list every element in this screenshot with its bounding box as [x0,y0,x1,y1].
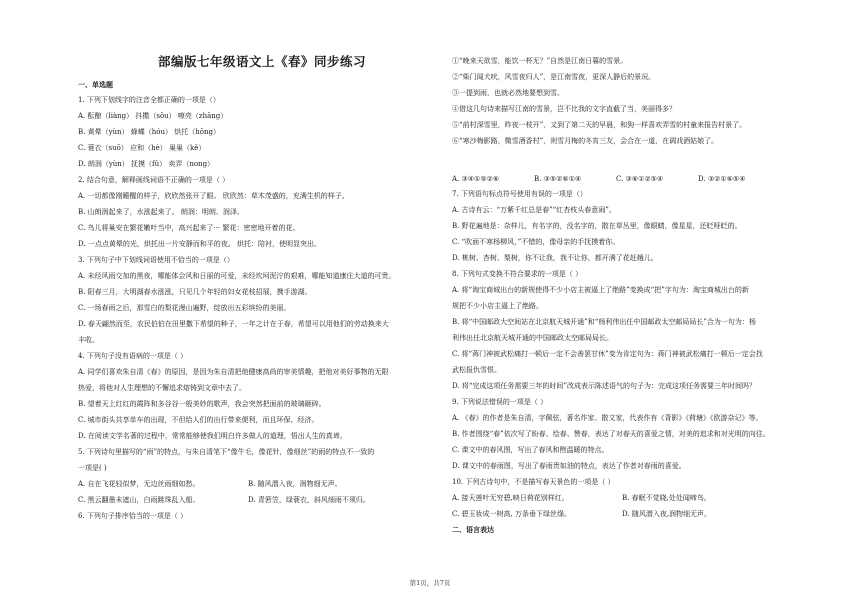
text-line: ⑥“寒沙梅影路，微雪酒香村”，则雪月梅的冬宵三友，会合在一道，在调戏酒姑娘了。 [452,137,719,145]
text-line: B. 阳春三月，大明湖春水涨涨，只见几个年轻的妇女花枝招展，携手游湖。 [78,288,312,296]
option: D. 青箬笠，绿蓑衣，斜风细雨不须归。 [248,496,370,504]
text-line: 10. 下列古诗句中，不是描写春天景色的一项是（ ） [452,478,615,486]
text-line: 利伟出任北京航天城开通的中国邮政太空邮局局长。 [452,334,613,342]
option-row [78,495,428,505]
text-line: A. 同学们喜欢朱自清《春》的原因，是因为朱自清把他健康高尚的审美情趣，把他对美好事物的无限 [78,368,389,376]
text-line: D. 课文中的春雨图，写出了春雨贵如油的特点，表达了作者对春雨的喜爱。 [452,462,686,470]
option-row [452,509,812,519]
option-row [452,174,812,184]
text-line: B. 作者围绕“春”依次写了盼春、绘春、赞春，表达了对春天的喜爱之情，对美的追求和对光明的向往。 [452,430,770,438]
page-footer: 第1页，共7页 [409,579,451,587]
text-line: 9. 下列说法错误的一项是（ ） [452,398,548,406]
text-line: ④借这几句诗来描写江南的雪景，岂不比我的文字直截了当，美丽得多？ [452,105,676,113]
text-line: 武松报仇雪恨。 [452,366,501,374]
option: A. 接天莲叶无穷碧,映日荷花别样红。 [452,494,569,502]
text-line: D. 一点点黄晕的光，烘托出一片安静而和平的夜。 烘托：陪衬，使明显突出。 [78,240,322,248]
text-line: C. “吹面不寒杨柳风，”不错的，像母亲的手抚摸着你。 [452,238,620,246]
text-line: C. 鸟儿将巢安在繁花嫩叶当中，高兴起来了··· 繁花：密密地开着的花。 [78,224,300,232]
text-line: C. 城市街头共享单车的出现，不但给人们的出行带来便利，而且环保、经济。 [78,416,319,424]
text-line: A. 酝酿（liàng） 抖擞（sǒu） 嘹亮（zhāng） [78,112,228,120]
text-line: A. 未经风雨交加的黑夜，哪能体会风和日丽的可爱，未经坎坷泥泞的艰难，哪能知道康庄大道的可贵。 [78,272,396,280]
text-line: 1. 下列下划线字的注音全都正确的一项是（） [78,96,220,104]
text-line: B. 野花遍地是：杂样儿，有名字的，没名字的，散在草丛里，像眼睛，像星星，还眨呀眨的。 [452,222,742,230]
text-line: B. 山朗润起来了，水涨起来了。 朗润：明朗、润泽。 [78,208,244,216]
option: C. ③⑥①②⑤④ [616,175,664,183]
text-line: D. 桃树、杏树、梨树，你不让我，我不让你，都开满了花赶趟儿。 [452,254,658,262]
text-line: B. 将“中国邮政大空间站在北京航天城开通”和“杨利伟出任中国邮政太空邮局局长”合为一句为：杨 [452,318,756,326]
text-line: A. 《春》的作者是朱自清，字佩弦，著名作家、散文家，代表作有《背影》《荷塘》《欧游杂记》等。 [452,414,763,422]
option-row [78,479,428,489]
text-line: 5. 下列诗句里描写的“雨”的特点，与朱自清笔下“像牛毛，像花针，像细丝”的雨的特点不一致的 [78,448,375,456]
option: B. 春眠不觉晓,处处闻啼鸟。 [622,494,711,502]
option: D. ③②①⑥⑤④ [698,175,746,183]
text-line: D. 在阅读文学名著的过程中，常常能够使我们明白许多做人的道理，悟出人生的真谛。 [78,432,347,440]
text-line: 规把不少小店主逼上了绝路。 [452,302,543,310]
text-line: B. 黄晕（yùn） 蜂蝶（hóu） 烘托（hōng） [78,128,220,136]
text-line: ②“柴门闻犬吠，风雪夜归人”，是江南雪夜，更深人静后的景况。 [452,73,656,81]
option: B. 随风潜入夜，润物细无声。 [248,480,342,488]
text-line: ③一提到雨，也就必然地要想到雪。 [452,89,564,97]
option: C. 黑云翻墨未遮山，白雨跳珠乱入船。 [78,496,200,504]
text-line: 热爱，将他对人生理想的不懈追求熔铸到文章中去了。 [78,384,246,392]
text-line: 一项是( ) [78,464,107,472]
option: A. 自在飞花轻似梦，无边丝雨细如愁。 [78,480,200,488]
option: C. 碧玉妆成一树高, 万条垂下绿丝绦。 [452,510,572,518]
text-line: C. 课文中的春风图，写出了春风和煦温暖的特点。 [452,446,609,454]
text-line: 8. 下列句式变换不符合要求的一项是（ ） [452,270,583,278]
text-line: D. 将“完成这项任务需要三年的时间”改成表示陈述语气的句子为：完成这项任务需要三年时间吗？ [452,382,756,390]
option-row [452,493,812,503]
text-line: D. 春天翩然而至，农民伯伯在田里撒下希望的种子，一年之计在于春，希望可以用他们的劳动换来大 [78,320,389,328]
text-line: A. 一切都像刚睡醒的样子，欣欣然张开了眼。 欣欣然：草木茂盛的，充满生机的样子。 [78,192,349,200]
text-line: A. 古诗有云：“万紫千红总是春”“红杏枝头春意闹”。 [452,206,616,214]
text-line: 丰收。 [78,336,99,344]
text-line: 3. 下列句子中下划线词语使用不恰当的一项是（） [78,256,234,264]
section-heading: 一、单选题 [78,80,113,89]
text-line: 7. 下列语句标点符号使用有误的一项是（） [452,190,587,198]
document-title: 部编版七年级语文上《春》同步练习 [158,54,367,69]
option: B. ③⑤②⑥①④ [534,175,582,183]
text-line: C. 蓑衣（suō） 应和（hè） 巢巢（kě） [78,144,206,152]
option: A. ③④①⑤②⑥ [452,175,500,183]
text-line: 2. 结合句意，解释画线词语不正确的一项是（ ） [78,176,230,184]
text-line: C. 将“蒋门神被武松痛打一顿后一定不会善罢甘休”变为肯定句为：蒋门神被武松痛打一顿后一定会找 [452,350,763,358]
text-line: 6. 下列句子排序恰当的一项是（ ） [78,512,188,520]
text-line: ①“晚来天欲雪，能饮一杯无？”自然是江南日暮的雪景。 [452,57,628,65]
text-line: A. 将“淘宝商城出台的新规使得不少小店主被逼上了绝路”变换成“把”字句为：淘宝商城出台的新 [452,286,749,294]
text-line: C. 一场春雨之后，那雪白的梨花漫山遍野，绽放出五彩缤纷的美丽。 [78,304,291,312]
text-line: ⑤“前村深雪里，昨夜一枝开”，又到了第二天的早晨，和狗一样喜欢弄雪的村童来报告村景了。 [452,121,747,129]
option: D. 随风潜入夜,润物细无声。 [622,510,712,518]
text-line: B. 望着天上红红的霞阵和多谷谷一般美妙的歌声，我会突然把面前的玻璃砸碎。 [78,400,326,408]
text-line: D. 朗润（yùn） 抚摸（fǔ） 卖弄（nong） [78,160,215,168]
section-heading: 二、语言表达 [452,525,494,534]
text-line: 4. 下列句子没有语病的一项是（ ） [78,352,188,360]
